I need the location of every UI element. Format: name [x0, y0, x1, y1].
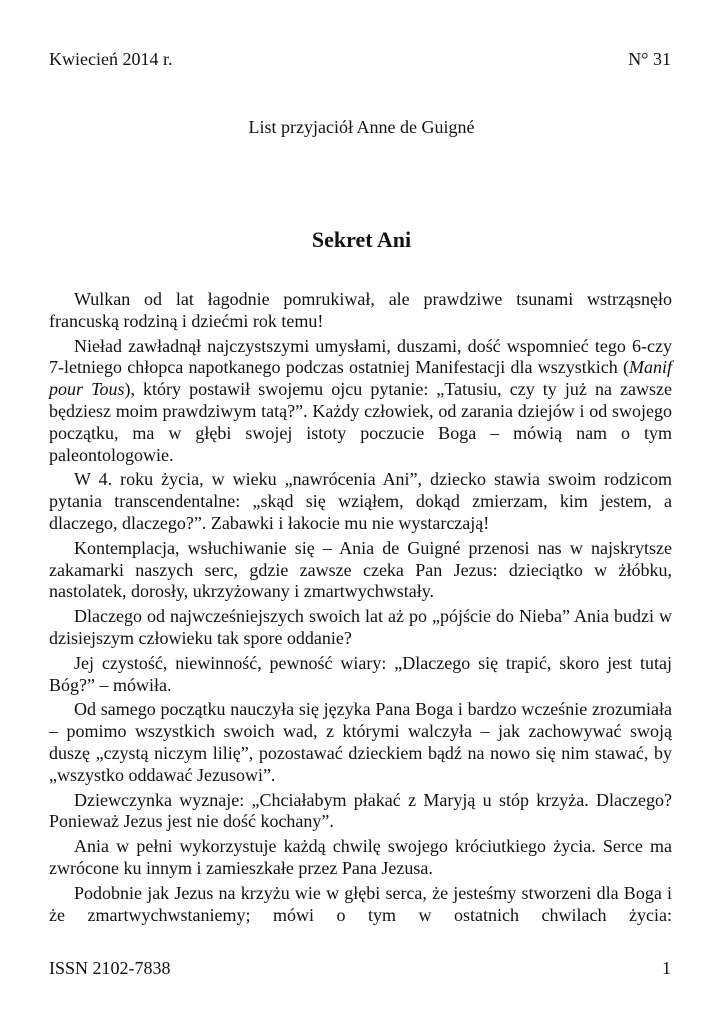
paragraph: Podobnie jak Jezus na krzyżu wie w głębi serca, że jesteśmy stworzeni dla Boga i że zmartwychwstaniemy; mówi o tym w ostatnich chwilach życia:	[49, 882, 672, 925]
paragraph: Jej czystość, niewinność, pewność wiary: „Dlaczego się trapić, skoro jest tutaj Bóg?” – mówiła.	[49, 652, 672, 695]
page-number: 1	[662, 958, 671, 978]
paragraph: Ania w pełni wykorzystuje każdą chwilę swojego króciutkiego życia. Serce ma zwrócone ku innym i zamieszkałe przez Pana Jezusa.	[49, 836, 672, 878]
paragraph: Od samego początku nauczyła się języka Pana Boga i bardzo wcześnie zrozumiała – pomimo wszystkich swoich wad, z którymi walczyła – jak zachowywać swoją duszę „czystą niczym lilię”, pozostawać dzieckiem bądź na nowo się nim stawać, by „wszystko oddawać Jezusowi”.	[49, 699, 672, 785]
issn-number: ISSN 2102-7838	[49, 958, 171, 978]
paragraph: Kontemplacja, wsłuchiwanie się – Ania de Guigné przenosi nas w najskrytsze zakamarki naszych serc, gdzie zawsze czeka Pan Jezus: dzieciątko w żłóbku, nastolatek, dorosły, ukrzyżowany i zmartwychwstały.	[49, 537, 672, 602]
paragraph: Dlaczego od najwcześniejszych swoich lat aż po „pójście do Nieba” Ania budzi w dzisiejszym człowieku tak spore oddanie?	[49, 606, 672, 648]
paragraph: W 4. roku życia, w wieku „nawrócenia Ani”, dziecko stawia swoim rodzicom pytania transcendentalne: „skąd się wziąłem, dokąd zmierzam, kim jestem, a dlaczego, dlaczego?”. Zabawki i łakocie mu nie wystarczają!	[49, 469, 672, 533]
paragraph	[49, 336, 672, 467]
issue-date: Kwiecień 2014 r.	[49, 49, 173, 69]
paragraph-text: ), który postawił swojemu ojcu pytanie: „Tatusiu, czy ty już na zawsze będziesz moim prawdziwym tatą?”. Każdy człowiek, od zarania dziejów i od swojego początku, ma w głębi swojej istoty poczucie Boga – mówią nam o tym paleontologowie.	[49, 379, 672, 465]
paragraph: Dziewczynka wyznaje: „Chciałabym płakać z Maryją u stóp krzyża. Dlaczego? Ponieważ Jezus jest nie dość kochany”.	[49, 789, 672, 832]
issue-number: N° 31	[628, 49, 671, 69]
paragraph: Wulkan od lat łagodnie pomrukiwał, ale prawdziwe tsunami wstrząsnęło francuską rodziną i dziećmi rok temu!	[49, 289, 672, 331]
article-body	[49, 289, 672, 929]
paragraph-italic-text: Manif pour Tous	[49, 357, 672, 400]
article-title: Sekret Ani	[311, 227, 412, 252]
newsletter-subtitle: List przyjaciół Anne de Guigné	[248, 117, 475, 137]
paragraph-text: Nieład zawładnął najczystszymi umysłami, duszami, dość wspomnieć tego 6-czy 7-letniego chłopca napotkanego podczas ostatniej Manifestacji dla wszystkich (	[49, 335, 672, 378]
